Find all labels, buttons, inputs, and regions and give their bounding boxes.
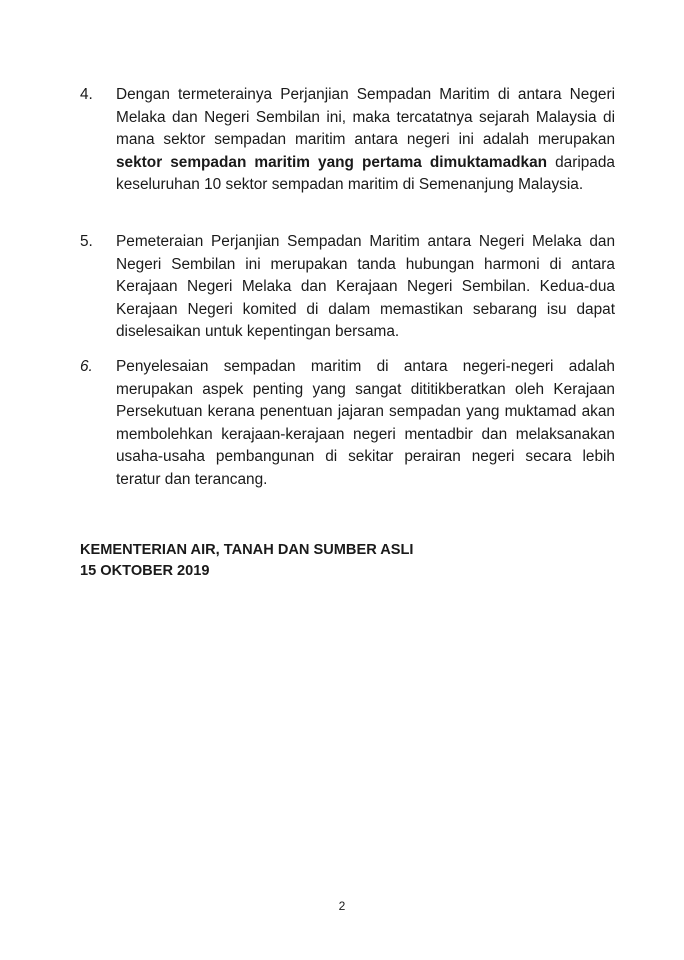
- signoff-block: [80, 540, 414, 582]
- paragraph-4: [80, 84, 615, 197]
- page-number: 2: [338, 899, 346, 913]
- paragraph-body: Pemeteraian Perjanjian Sempadan Maritim antara Negeri Melaka dan Negeri Sembilan ini merupakan tanda hubungan harmoni di antara Kerajaan Negeri Melaka dan Kerajaan Negeri Sembilan. Kedua-dua Kerajaan Negeri komited di dalam memastikan sebarang isu dapat diselesaikan untuk kepentingan bersama.: [116, 233, 615, 341]
- paragraph-body: Penyelesaian sempadan maritim di antara negeri-negeri adalah merupakan aspek penting yang sangat dititikberatkan oleh Kerajaan Persekutuan kerana penentuan jajaran sempadan yang muktamad akan membolehkan kerajaan-kerajaan negeri mentadbir dan melaksanakan usaha-usaha pembangunan di sekitar perairan negeri secara lebih teratur dan terancang.: [116, 358, 615, 488]
- paragraph-number: 4.: [80, 86, 93, 103]
- paragraph-text: daripada keseluruhan 10 sektor sempadan maritim di Semenanjung Malaysia.: [116, 153, 615, 194]
- paragraph-bold-text: sektor sempadan maritim yang pertama dimuktamadkan: [116, 153, 548, 171]
- release-date: 15 OKTOBER 2019: [80, 563, 210, 579]
- paragraph-text: Dengan termeterainya Perjanjian Sempadan Maritim di antara Negeri Melaka dan Negeri Sembilan ini, maka tercatatnya sejarah Malaysia di mana sektor sempadan maritim antara negeri ini adalah merupakan: [116, 86, 615, 149]
- ministry-name: KEMENTERIAN AIR, TANAH DAN SUMBER ASLI: [80, 542, 414, 558]
- paragraph-number: 6.: [80, 358, 93, 375]
- paragraph-body: [116, 84, 615, 197]
- paragraph-6: [80, 356, 615, 492]
- paragraph-5: [80, 231, 615, 344]
- paragraph-number: 5.: [80, 233, 93, 250]
